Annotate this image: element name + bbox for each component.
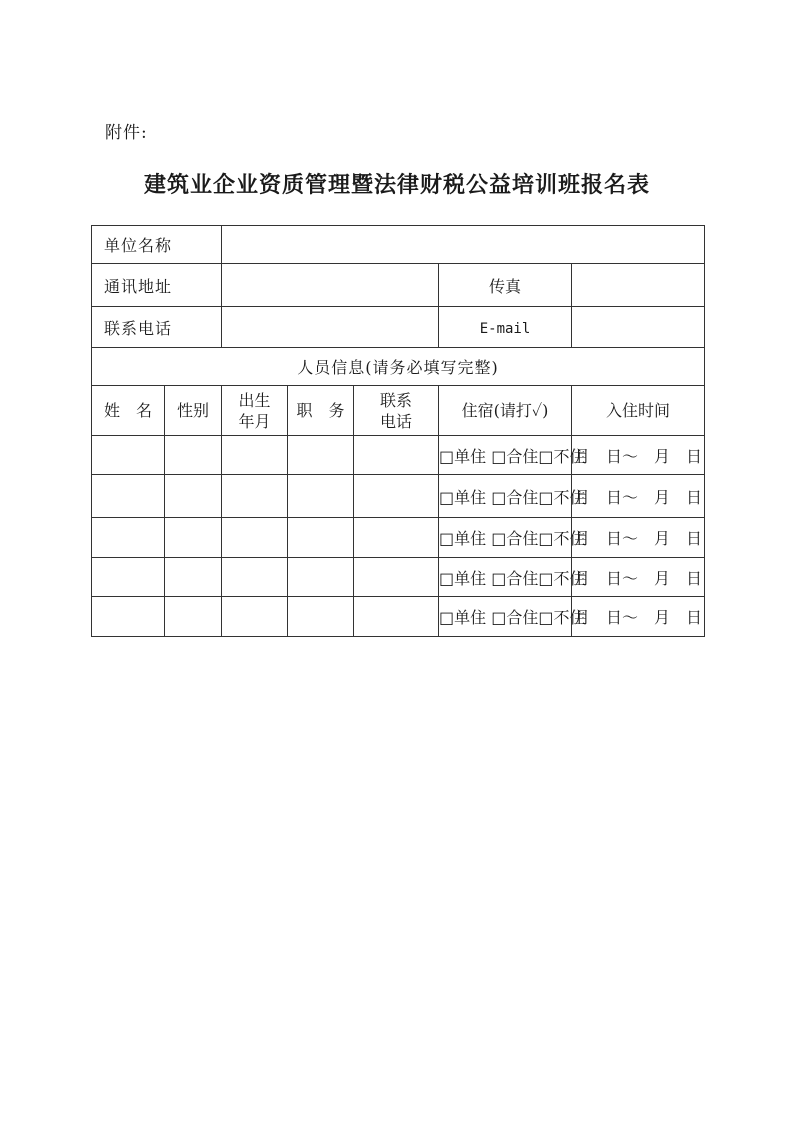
name-cell[interactable] (92, 436, 165, 475)
phone-cell[interactable] (354, 518, 439, 558)
phone-cell[interactable] (354, 475, 439, 518)
name-cell[interactable] (92, 475, 165, 518)
gender-cell[interactable] (165, 597, 222, 637)
position-cell[interactable] (288, 597, 354, 637)
company-name-row (92, 226, 705, 264)
gender-cell[interactable] (165, 436, 222, 475)
table-row (92, 475, 705, 518)
col-position: 职 务 (296, 401, 345, 420)
contact-phone-value[interactable] (222, 307, 439, 348)
phone-cell[interactable] (354, 558, 439, 597)
lodging-options[interactable]: □单住 □合住□不住 (439, 446, 586, 466)
birth-cell[interactable] (222, 475, 288, 518)
section-title-row (92, 348, 705, 386)
address-value[interactable] (222, 264, 439, 307)
phone-cell[interactable] (354, 597, 439, 637)
checkin-dates[interactable]: 月 日～ 月 日 (574, 446, 703, 466)
birth-cell[interactable] (222, 597, 288, 637)
col-phone-line2: 电话 (380, 411, 413, 431)
table-row (92, 597, 705, 637)
table-row (92, 436, 705, 475)
col-name: 姓 名 (103, 401, 152, 420)
col-birth-line2: 年月 (238, 411, 271, 431)
col-checkin: 入住时间 (606, 401, 671, 420)
col-gender: 性别 (177, 401, 210, 420)
gender-cell[interactable] (165, 518, 222, 558)
registration-table (91, 225, 705, 637)
gender-cell[interactable] (165, 475, 222, 518)
col-birth-line1: 出生 (238, 390, 271, 410)
contact-row (92, 307, 705, 348)
col-lodging: 住宿(请打✓) (461, 401, 549, 420)
lodging-options[interactable]: □单住 □合住□不住 (439, 568, 586, 588)
company-name-label: 单位名称 (104, 236, 173, 255)
phone-cell[interactable] (354, 436, 439, 475)
fax-label: 传真 (489, 276, 522, 296)
position-cell[interactable] (288, 475, 354, 518)
gender-cell[interactable] (165, 558, 222, 597)
section-title: 人员信息(请务必填写完整) (297, 358, 499, 377)
address-row (92, 264, 705, 307)
fax-value[interactable] (572, 264, 705, 307)
checkin-dates[interactable]: 月 日～ 月 日 (574, 529, 703, 548)
lodging-options[interactable]: □单住 □合住□不住 (439, 487, 586, 507)
name-cell[interactable] (92, 597, 165, 637)
position-cell[interactable] (288, 518, 354, 558)
email-value[interactable] (572, 307, 705, 348)
table-row (92, 558, 705, 597)
address-label: 通讯地址 (104, 276, 173, 296)
birth-cell[interactable] (222, 436, 288, 475)
lodging-options[interactable]: □单住 □合住□不住 (439, 529, 586, 548)
birth-cell[interactable] (222, 558, 288, 597)
name-cell[interactable] (92, 558, 165, 597)
col-phone-line1: 联系 (380, 390, 413, 410)
checkin-dates[interactable]: 月 日～ 月 日 (574, 568, 703, 588)
position-cell[interactable] (288, 436, 354, 475)
position-cell[interactable] (288, 558, 354, 597)
checkin-dates[interactable]: 月 日～ 月 日 (574, 608, 703, 627)
contact-phone-label: 联系电话 (104, 318, 173, 338)
table-row (92, 518, 705, 558)
birth-cell[interactable] (222, 518, 288, 558)
company-name-value[interactable] (222, 226, 705, 264)
attachment-label: 附件: (105, 123, 148, 143)
email-label: E-mail (479, 320, 531, 337)
checkin-dates[interactable]: 月 日～ 月 日 (574, 487, 703, 507)
column-header-row (92, 386, 705, 436)
lodging-options[interactable]: □单住 □合住□不住 (439, 608, 586, 627)
form-title: 建筑业企业资质管理暨法律财税公益培训班报名表 (143, 172, 650, 198)
name-cell[interactable] (92, 518, 165, 558)
